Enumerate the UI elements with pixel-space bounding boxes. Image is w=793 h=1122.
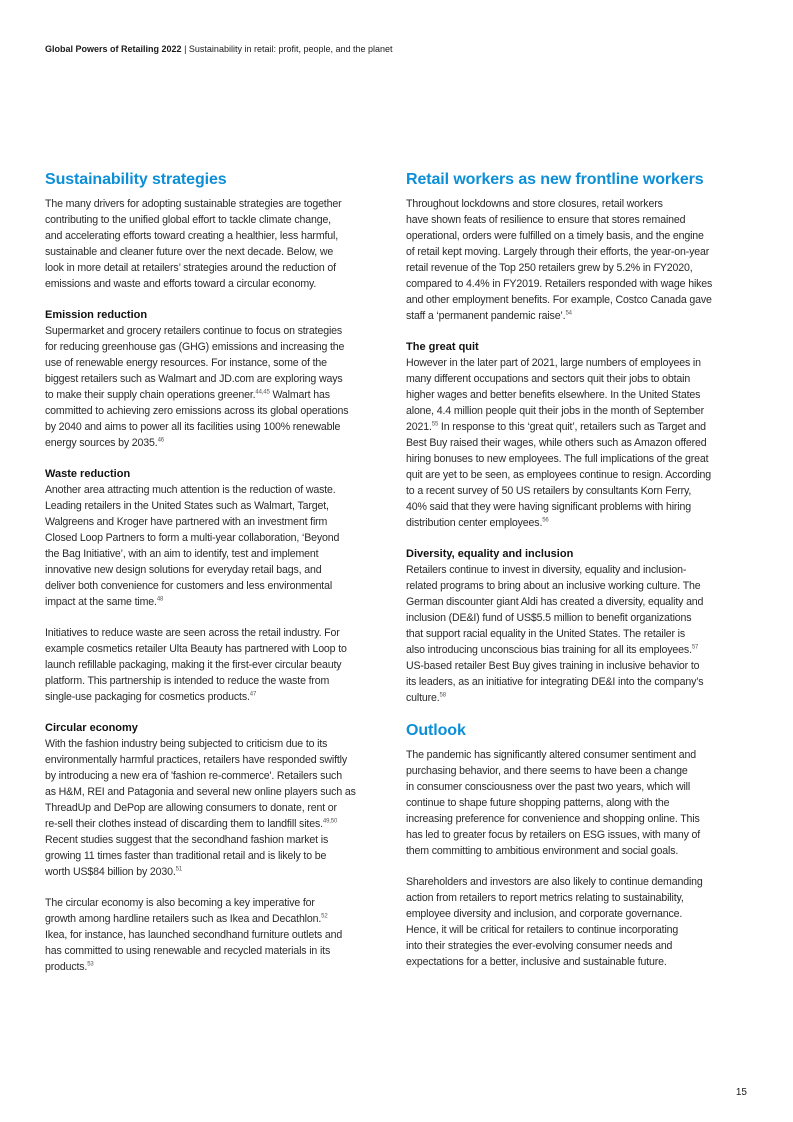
text-line: Leading retailers in the United States such as Walmart, Target, — [45, 500, 329, 512]
text-line: as H&M, REI and Patagonia and several new online players such as — [45, 786, 356, 798]
header-separator: | — [184, 44, 187, 54]
text-line: to make their supply chain operations greener.$^{44,45}$ Walmart has — [45, 389, 330, 401]
footnote-ref: 56 — [542, 517, 549, 524]
subheading-waste: Waste reduction — [45, 468, 131, 480]
text-line: However in the later part of 2021, large numbers of employees in — [406, 357, 701, 369]
section-heading-retail-workers: Retail workers as new frontline workers — [406, 171, 704, 188]
text-line: distribution center employees.$^{56}$ — [406, 517, 549, 529]
text-line: have shown feats of resilience to ensure that stores remained — [406, 214, 686, 226]
text-line: has led to greater focus by retailers on ESG issues, with many of — [406, 829, 701, 841]
text-line: also introducing unconscious bias training for all its employees.$^{57}$ — [406, 644, 699, 656]
circular-hardline-paragraph — [45, 895, 385, 975]
text-line: Ikea, for instance, has launched secondhand furniture outlets and — [45, 929, 343, 941]
text-line: With the fashion industry being subjected to criticism due to its — [45, 738, 328, 750]
emission-section — [45, 307, 385, 451]
text-line: ThreadUp and DePop are allowing consumers to donate, rent or — [45, 802, 337, 814]
report-subtitle: Sustainability in retail: profit, people, and the planet — [188, 44, 393, 54]
intro-paragraph — [45, 196, 385, 292]
text-line: continue to shape future shopping patterns, along with the — [406, 797, 670, 809]
text-line: innovative new design solutions for everyday retail bags, and — [45, 564, 322, 576]
text-line: German discounter giant Aldi has created a diversity, equality and — [406, 596, 704, 608]
text-line: The circular economy is also becoming a key imperative for — [45, 897, 315, 909]
text-line: increasing preference for convenience and shopping online. This — [406, 813, 700, 825]
waste-section — [45, 466, 385, 610]
section-heading-outlook: Outlook — [406, 722, 466, 739]
subheading-dei: Diversity, equality and inclusion — [406, 548, 574, 560]
running-header — [45, 43, 745, 55]
text-line: growing 11 times faster than traditional retail and is likely to be — [45, 850, 327, 862]
text-line: operational, orders were fulfilled on a timely basis, and the engine — [406, 230, 704, 242]
text-line: use of renewable energy resources. For instance, some of the — [45, 357, 327, 369]
text-line: emissions and waste and efforts toward a circular economy. — [45, 278, 317, 290]
text-line: growth among hardline retailers such as Ikea and Decathlon.$^{52}$ — [45, 913, 328, 925]
text-line: Initiatives to reduce waste are seen across the retail industry. For — [45, 627, 340, 639]
text-line: inclusion (DE&I) fund of US$5.5 million to benefit organizations — [406, 612, 692, 624]
text-line: contributing to the unified global effort to tackle climate change, — [45, 214, 331, 226]
text-line: has committed to using renewable and recycled materials in its — [45, 945, 331, 957]
text-line: action from retailers to report metrics relating to sustainability, — [406, 892, 684, 904]
text-line: for reducing greenhouse gas (GHG) emissions and increasing the — [45, 341, 345, 353]
text-line: re-sell their clothes instead of discarding them to landfill sites.$^{49,50}$ — [45, 818, 338, 830]
text-line: 40% said that they were having significant problems with hiring — [406, 501, 691, 513]
text-line: example cosmetics retailer Ulta Beauty has partnered with Loop to — [45, 643, 347, 655]
footnote-ref: 57 — [691, 644, 699, 651]
text-line: higher wages and better benefits elsewhere. In the United States — [406, 389, 701, 401]
dei-section — [406, 546, 746, 706]
text-line: biggest retailers such as Walmart and JD.com are exploring ways — [45, 373, 343, 385]
footnote-ref: 53 — [87, 961, 94, 968]
page-number: 15 — [735, 1087, 747, 1098]
text-line: them committing to ambitious environment and social goals. — [406, 845, 679, 857]
text-line: The many drivers for adopting sustainable strategies are together — [45, 198, 342, 210]
text-line: by 2040 and aims to power all its facilities using 100% renewable — [45, 421, 341, 433]
text-line: the Bag Initiative’, with an aim to identify, test and implement — [45, 548, 319, 560]
text-line: impact at the same time.$^{48}$ — [45, 596, 164, 608]
footnote-ref: 49,50 — [322, 818, 338, 825]
outlook-paragraph-1 — [406, 747, 746, 859]
text-line: retail revenue of the Top 250 retailers grew by 5.2% in FY2020, — [406, 262, 693, 274]
text-line: in consumer consciousness over the past two years, which will — [406, 781, 691, 793]
text-line: Walgreens and Kroger have partnered with an investment firm — [45, 516, 328, 528]
text-line: look in more detail at retailers’ strategies around the reduction of — [45, 262, 336, 274]
text-line: quit are yet to be seen, as employees continue to resign. According — [406, 469, 712, 481]
text-line: to a recent survey of 50 US retailers by consultants Korn Ferry, — [406, 485, 692, 497]
subheading-great-quit: The great quit — [406, 341, 479, 353]
text-line: purchasing behavior, and there seems to have been a change — [406, 765, 688, 777]
text-line: sustainable and cleaner future over the next decade. Below, we — [45, 246, 334, 258]
right-column — [406, 170, 746, 985]
text-line: into their strategies the ever-evolving consumer needs and — [406, 940, 673, 952]
footnote-ref: 55 — [431, 421, 439, 428]
section-heading-sustainability: Sustainability strategies — [45, 171, 227, 188]
text-line: energy sources by 2035.46 — [45, 437, 164, 449]
text-line: Retailers continue to invest in diversity, equality and inclusion- — [406, 564, 687, 576]
text-line: alone, 4.4 million people quit their jobs in the month of September — [406, 405, 704, 417]
subheading-emission: Emission reduction — [45, 309, 148, 321]
text-line: by introducing a new era of 'fashion re-commerce'. Retailers such — [45, 770, 342, 782]
text-line: single-use packaging for cosmetics products.$^{47}$ — [45, 691, 257, 703]
text-line: culture.$^{58}$ — [406, 692, 446, 704]
text-line: committed to achieving zero emissions across its global operations — [45, 405, 349, 417]
footnote-ref: 58 — [439, 692, 446, 699]
text-line: compared to 4.4% in FY2019. Retailers responded with wage hikes — [406, 278, 713, 290]
footnote-ref: 44,45 — [255, 389, 270, 396]
text-line: and other employment benefits. For example, Costco Canada gave — [406, 294, 712, 306]
text-line: expectations for a better, inclusive and sustainable future. — [406, 956, 667, 968]
text-line: and accelerating efforts toward creating a healthier, less harmful, — [45, 230, 339, 242]
text-line: its leaders, as an initiative for integrating DE&I into the company’s — [406, 676, 704, 688]
great-quit-section — [406, 339, 746, 531]
waste-initiatives-paragraph — [45, 625, 385, 705]
text-line: hiring bonuses to new employees. The full implications of the great — [406, 453, 709, 465]
footnote-ref: 54 — [565, 310, 572, 317]
text-line: employee diversity and inclusion, and corporate governance. — [406, 908, 683, 920]
text-line: Hence, it will be critical for retailers to continue incorporating — [406, 924, 679, 936]
text-line: US-based retailer Best Buy gives training in inclusive behavior to — [406, 660, 700, 672]
circular-section — [45, 720, 385, 880]
text-line: 2021.55 In response to this ‘great quit’, retailers such as Target and — [406, 421, 706, 433]
text-line: environmentally harmful practices, retailers have responded swiftly — [45, 754, 348, 766]
outlook-paragraph-2 — [406, 874, 746, 970]
text-line: Recent studies suggest that the secondhand fashion market is — [45, 834, 329, 846]
text-line: worth US$84 billion by 2030.51 — [45, 866, 183, 878]
text-line: platform. This partnership is intended to reduce the waste from — [45, 675, 330, 687]
report-title: Global Powers of Retailing 2022 — [45, 44, 182, 54]
text-line: products.$^{53}$ — [45, 961, 94, 973]
text-line: Throughout lockdowns and store closures, retail workers — [406, 198, 663, 210]
footnote-ref: 48 — [156, 596, 164, 603]
footnote-ref: 46 — [157, 437, 164, 444]
footnote-ref: 52 — [321, 913, 328, 920]
text-line: of retail kept moving. Largely through their efforts, the year-on-year — [406, 246, 710, 258]
text-line: that support racial equality in the United States. The retailer is — [406, 628, 686, 640]
text-line: many different occupations and sectors quit their jobs to obtain — [406, 373, 691, 385]
text-line: deliver both convenience for customers and less environmental — [45, 580, 333, 592]
text-line: related programs to bring about an inclusive working culture. The — [406, 580, 701, 592]
text-line: launch refillable packaging, making it the first-ever circular beauty — [45, 659, 342, 671]
text-line: staff a ‘permanent pandemic raise’.$^{54}$ — [406, 310, 572, 322]
text-line: Best Buy raised their wages, while others such as Amazon offered — [406, 437, 707, 449]
text-line: Another area attracting much attention is the reduction of waste. — [45, 484, 336, 496]
text-line: Closed Loop Partners to form a multi-year collaboration, ‘Beyond — [45, 532, 340, 544]
workers-intro-paragraph — [406, 196, 746, 324]
text-line: The pandemic has significantly altered consumer sentiment and — [406, 749, 696, 761]
text-line: Supermarket and grocery retailers continue to focus on strategies — [45, 325, 343, 337]
subheading-circular: Circular economy — [45, 722, 138, 734]
left-column — [45, 170, 385, 990]
footnote-ref: 51 — [175, 866, 183, 873]
footnote-ref: 47 — [249, 691, 257, 698]
text-line: Shareholders and investors are also likely to continue demanding — [406, 876, 703, 888]
